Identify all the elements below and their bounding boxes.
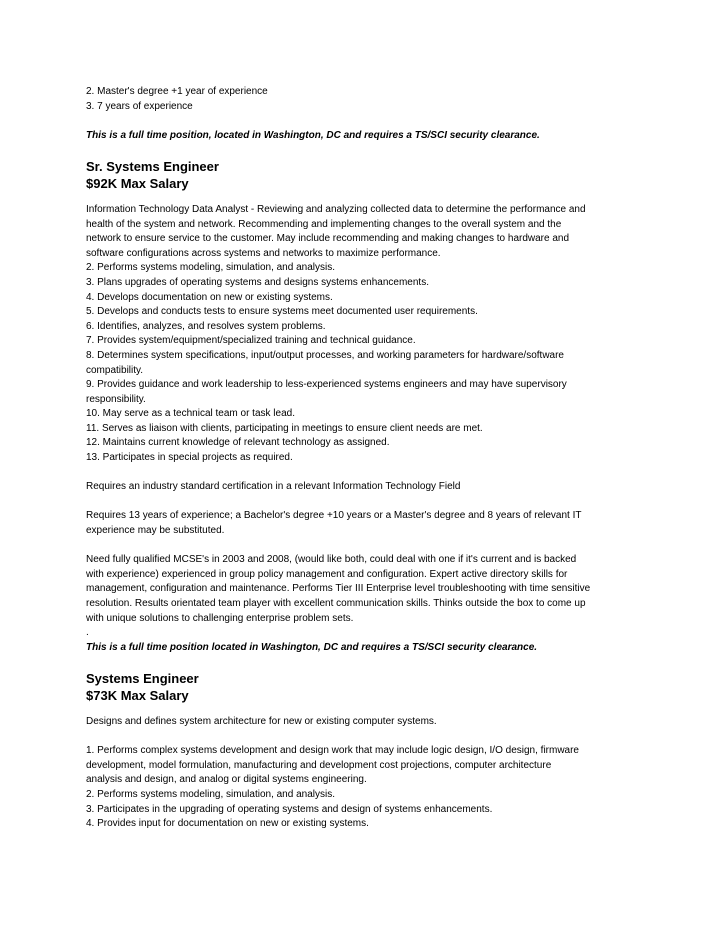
body-line: 9. Provides guidance and work leadership to less-experienced systems engineers and may have supervisory [86,379,567,391]
mcse-line: with unique solutions to challenging enterprise problem sets. [86,612,354,624]
duty-line: 1. Performs complex systems development and design work that may include logic design, I/O design, firmware [86,745,579,757]
body-line: software configurations across systems and networks to maximize performance. [86,247,441,259]
experience-line: Requires 13 years of experience; a Bachelor's degree +10 years or a Master's degree and 8 years of relevant IT [86,510,582,522]
experience-line: experience may be substituted. [86,525,225,537]
job-salary: $73K Max Salary [86,688,189,704]
document-page [86,85,656,832]
body-line: 11. Serves as liaison with clients, participating in meetings to ensure client needs are met. [86,422,483,434]
body-line: 4. Develops documentation on new or existing systems. [86,291,333,303]
body-line: compatibility. [86,364,144,376]
intro-line: 3. 7 years of experience [86,100,193,112]
mcse-line: resolution. Results orientated team player with excellent communication skills. Thinks outside the box to come up [86,598,586,609]
body-line: responsibility. [86,393,146,405]
summary-line: Designs and defines system architecture for new or existing computer systems. [86,715,437,727]
stray-dot: . [86,627,89,639]
intro-section [86,85,656,143]
body-line: 6. Identifies, analyzes, and resolves system problems. [86,320,326,332]
body-line: 10. May serve as a technical team or task lead. [86,408,295,420]
job-title: Systems Engineer [86,670,199,686]
systems-engineer-section [86,670,656,832]
duty-line: 3. Participates in the upgrading of operating systems and design of systems enhancements. [86,803,493,815]
certification-requirement: Requires an industry standard certification in a relevant Information Technology Field [86,481,461,493]
duty-line: 4. Provides input for documentation on new or existing systems. [86,818,369,830]
mcse-line: with experience) experienced in group policy management and configuration. Expert active directory skills for [86,568,568,580]
duty-line: development, model formulation, manufacturing and development cost projections, computer architecture [86,759,552,771]
body-line: 12. Maintains current knowledge of relevant technology as assigned. [86,437,390,449]
sr-systems-engineer-section [86,158,656,655]
mcse-line: management, configuration and maintenance. Performs Tier III Enterprise level troubleshooting with time sensitive [86,583,591,595]
body-line: 3. Plans upgrades of operating systems and designs systems enhancements. [86,276,429,288]
body-line: 8. Determines system specifications, input/output processes, and working parameters for hardware/software [86,349,564,361]
duty-line: analysis and design, and analog or digital systems engineering. [86,774,367,786]
body-line: Information Technology Data Analyst - Reviewing and analyzing collected data to determine the performance and [86,203,586,215]
job-title: Sr. Systems Engineer [86,158,219,174]
body-line: 13. Participates in special projects as required. [86,452,293,464]
body-line: 5. Develops and conducts tests to ensure systems meet documented user requirements. [86,306,478,318]
mcse-line: Need fully qualified MCSE's in 2003 and 2008, (would like both, could deal with one if it's current and is backed [86,554,577,566]
duty-line: 2. Performs systems modeling, simulation, and analysis. [86,788,335,800]
job-salary: $92K Max Salary [86,176,189,192]
clearance-note: This is a full time position located in Washington, DC and requires a TS/SCI security clearance. [86,641,538,653]
body-line: network to ensure service to the customer. May include recommending and making changes to hardware and [86,233,570,245]
intro-line: 2. Master's degree +1 year of experience [86,86,268,97]
body-line: 2. Performs systems modeling, simulation, and analysis. [86,262,335,274]
body-line: health of the system and network. Recommending and implementing changes to the overall system and the [86,218,562,230]
body-line: 7. Provides system/equipment/specialized training and technical guidance. [86,335,416,347]
clearance-note: This is a full time position, located in Washington, DC and requires a TS/SCI security clearance. [86,129,540,141]
